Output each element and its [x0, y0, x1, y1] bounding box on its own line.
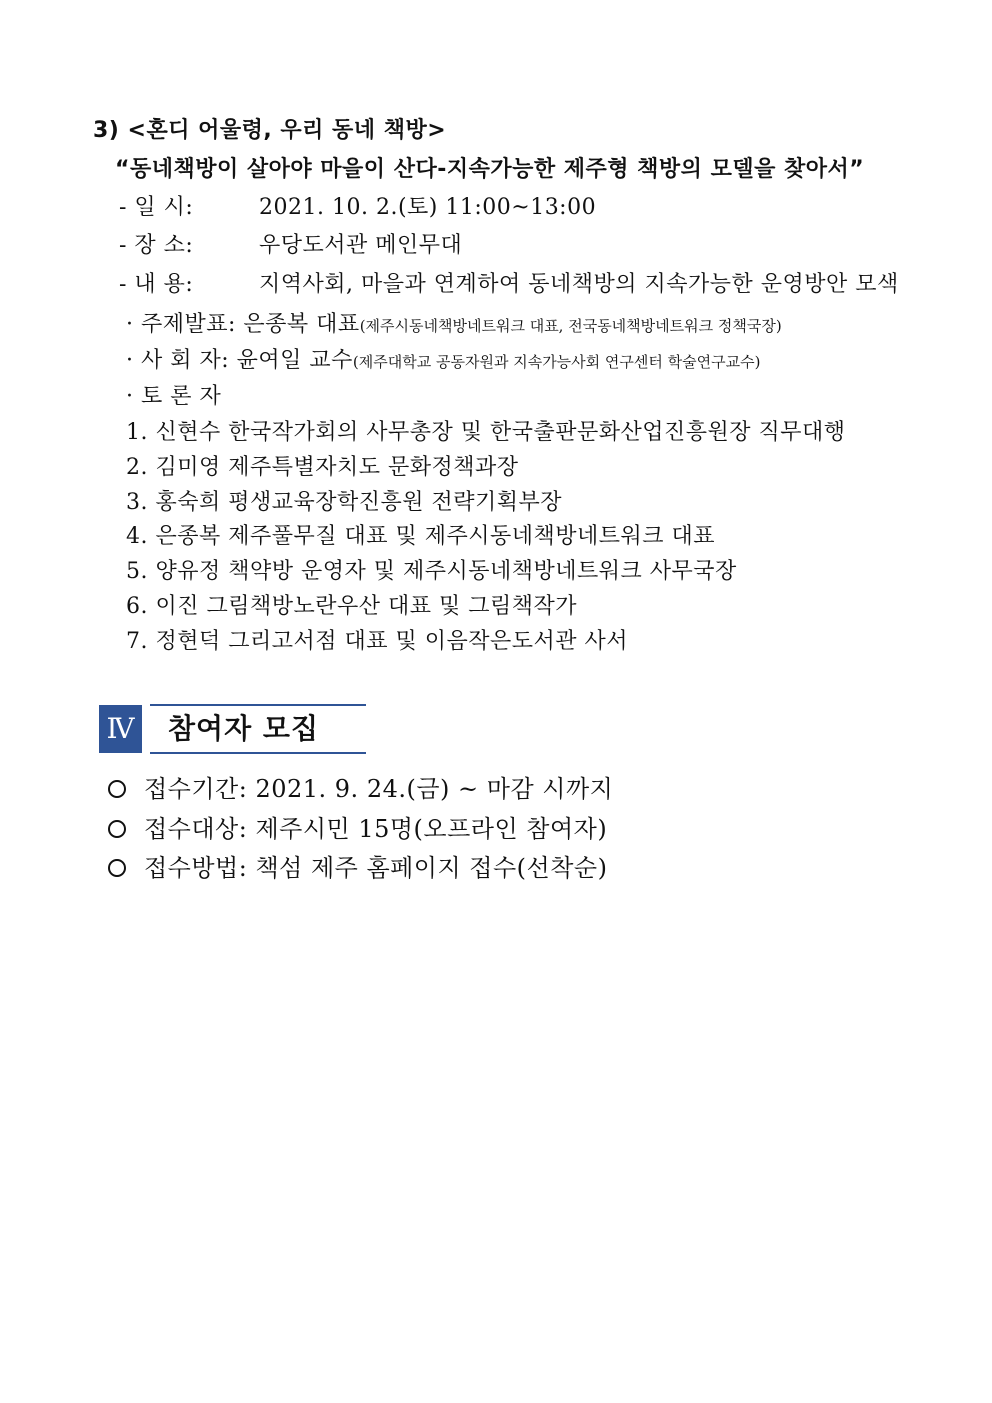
panelist-item: 3. 홍숙희 평생교육장학진흥원 전략기획부장	[126, 490, 563, 515]
panel-label: · 토 론 자	[126, 384, 222, 409]
date-label: - 일 시:	[119, 195, 194, 220]
content-value: 지역사회, 마을과 연계하여 동네책방의 지속가능한 운영방안 모색	[259, 272, 899, 297]
recruit-item	[108, 853, 607, 883]
moderator-note: (제주대학교 공동자원과 지속가능사회 연구센터 학술연구교수)	[352, 353, 761, 371]
panelist-item: 7. 정현덕 그리고서점 대표 및 이음작은도서관 사서	[126, 629, 628, 654]
panelist-item: 5. 양유정 책약방 운영자 및 제주시동네책방네트워크 사무국장	[126, 559, 737, 584]
circle-bullet-icon	[108, 859, 126, 877]
content-row	[119, 270, 899, 300]
circle-bullet-icon	[108, 780, 126, 798]
panelist-item: 1. 신현수 한국작가회의 사무총장 및 한국출판문화산업진흥원장 직무대행	[126, 420, 846, 445]
panelist-item: 2. 김미영 제주특별자치도 문화정책과장	[126, 455, 519, 480]
program-subtitle: “동네책방이 살아야 마을이 산다-지속가능한 제주형 책방의 모델을 찾아서”	[115, 157, 865, 182]
section-number-badge: Ⅳ	[99, 705, 142, 753]
moderator-name: 윤여일 교수	[236, 348, 353, 373]
panelist-item: 4. 은종복 제주풀무질 대표 및 제주시동네책방네트워크 대표	[126, 524, 715, 549]
presenter-row	[126, 310, 782, 341]
moderator-row	[126, 346, 760, 377]
circle-bullet-icon	[108, 820, 126, 838]
presenter-note: (제주시동네책방네트워크 대표, 전국동네책방네트워크 정책국장)	[359, 317, 782, 335]
section-title: 참여자 모집	[150, 704, 366, 754]
content-label: - 내 용:	[119, 272, 194, 297]
recruit-item	[108, 774, 613, 804]
moderator-label: · 사 회 자:	[126, 348, 230, 373]
program-heading: 3) <혼디 어울령, 우리 동네 책방>	[93, 118, 447, 143]
recruit-method: 접수방법: 책섬 제주 홈페이지 접수(선착순)	[144, 854, 608, 882]
recruit-item	[108, 814, 607, 844]
date-value: 2021. 10. 2.(토) 11:00~13:00	[259, 195, 597, 220]
recruit-period: 접수기간: 2021. 9. 24.(금) ~ 마감 시까지	[144, 775, 614, 803]
recruit-target: 접수대상: 제주시민 15명(오프라인 참여자)	[144, 815, 608, 843]
place-row	[119, 231, 462, 261]
place-value: 우당도서관 메인무대	[259, 233, 463, 258]
presenter-name: 은종복 대표	[243, 312, 360, 337]
place-label: - 장 소:	[119, 233, 194, 258]
presenter-label: · 주제발표:	[126, 312, 236, 337]
panelist-item: 6. 이진 그림책방노란우산 대표 및 그림책작가	[126, 594, 577, 619]
date-row	[119, 193, 596, 223]
